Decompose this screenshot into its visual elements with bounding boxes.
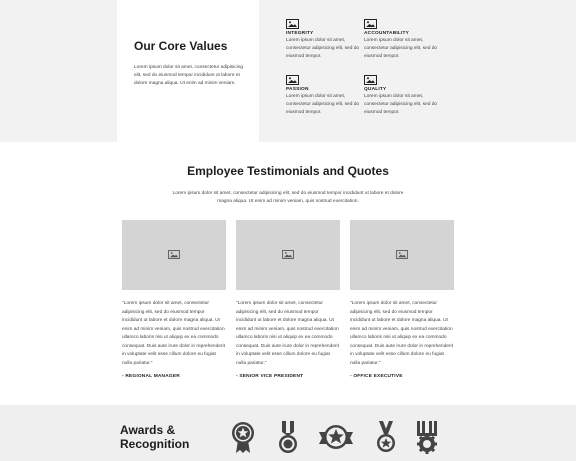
core-value-title: ACCOUNTABILITY <box>364 31 410 36</box>
core-value-accountability <box>364 19 438 61</box>
cross-medal-icon <box>376 420 396 454</box>
testimonial-role: - REGIONAL MANAGER <box>122 374 180 379</box>
image-icon <box>364 19 377 29</box>
core-value-integrity <box>286 19 360 61</box>
image-icon <box>364 75 377 85</box>
image-icon <box>286 19 299 29</box>
core-value-title: PASSION <box>286 87 309 92</box>
core-value-text: Lorem ipsum dolor sit amet, consectetur adipisicing elit, sed do eiusmod tempor. <box>286 94 360 115</box>
star-banner-icon <box>318 420 354 454</box>
image-icon <box>282 250 294 259</box>
core-value-title: QUALITY <box>364 87 387 92</box>
testimonial-role: - OFFICE EXECUTIVE <box>350 374 403 379</box>
image-icon <box>286 75 299 85</box>
testimonial-card <box>350 220 454 379</box>
core-value-title: INTEGRITY <box>286 31 314 36</box>
testimonial-image-placeholder <box>122 220 226 290</box>
core-value-passion <box>286 75 360 117</box>
testimonial-quote: "Lorem ipsum dolor sit amet, consectetur adipisicing elit, sed do eiusmod tempor incididunt ut labore et dolore magna aliqua. Ut enim ad minim veniam, quis nostrud exercitation ullamco laboris nisi ut aliquip ex ea commodo consequat. Duis aute irure dolor in reprehenderit in voluptate velit esse cillum dolore eu fugiat nulla pariatur." <box>236 301 339 366</box>
testimonials-description: Lorem ipsum dolor sit amet, consectetur adipisicing elit, sed do eiusmod tempor incididunt ut labore et dolore magna aliqua. Ut enim ad minim veniam, quis nostrud exercitation. <box>172 191 404 204</box>
testimonial-image-placeholder <box>350 220 454 290</box>
core-value-text: Lorem ipsum dolor sit amet, consectetur adipisicing elit, sed do eiusmod tempor. <box>286 38 360 59</box>
star-medal-icon <box>231 420 255 454</box>
core-value-quality <box>364 75 438 117</box>
testimonials-title: Employee Testimonials and Quotes <box>187 164 389 178</box>
testimonial-card <box>236 220 340 379</box>
testimonial-card <box>122 220 226 379</box>
core-value-text: Lorem ipsum dolor sit amet, consectetur adipisicing elit, sed do eiusmod tempor. <box>364 94 438 115</box>
image-icon <box>396 250 408 259</box>
ribbon-medal-icon <box>278 420 298 454</box>
image-icon <box>168 250 180 259</box>
awards-title: Awards & Recognition <box>120 423 190 451</box>
testimonial-image-placeholder <box>236 220 340 290</box>
core-values-description: Lorem ipsum dolor sit amet, consectetur adipisicing elit, sed do eiusmod tempor incididunt ut labore et dolore magna aliqua. Ut enim ad minim veniam. <box>134 65 244 86</box>
core-values-title: Our Core Values <box>134 39 228 53</box>
testimonial-role: - SENIOR VICE PRESIDENT <box>236 374 304 379</box>
testimonial-quote: "Lorem ipsum dolor sit amet, consectetur adipisicing elit, sed do eiusmod tempor incididunt ut labore et dolore magna aliqua. Ut enim ad minim veniam, quis nostrud exercitation ullamco laboris nisi ut aliquip ex ea commodo consequat. Duis aute irure dolor in reprehenderit in voluptate velit esse cillum dolore eu fugiat nulla pariatur." <box>122 301 225 366</box>
gear-ribbon-icon <box>414 420 440 454</box>
testimonial-quote: "Lorem ipsum dolor sit amet, consectetur adipisicing elit, sed do eiusmod tempor incididunt ut labore et dolore magna aliqua. Ut enim ad minim veniam, quis nostrud exercitation ullamco laboris nisi ut aliquip ex ea commodo consequat. Duis aute irure dolor in reprehenderit in voluptate velit esse cillum dolore eu fugiat nulla pariatur." <box>350 301 453 366</box>
core-value-text: Lorem ipsum dolor sit amet, consectetur adipisicing elit, sed do eiusmod tempor. <box>364 38 438 59</box>
